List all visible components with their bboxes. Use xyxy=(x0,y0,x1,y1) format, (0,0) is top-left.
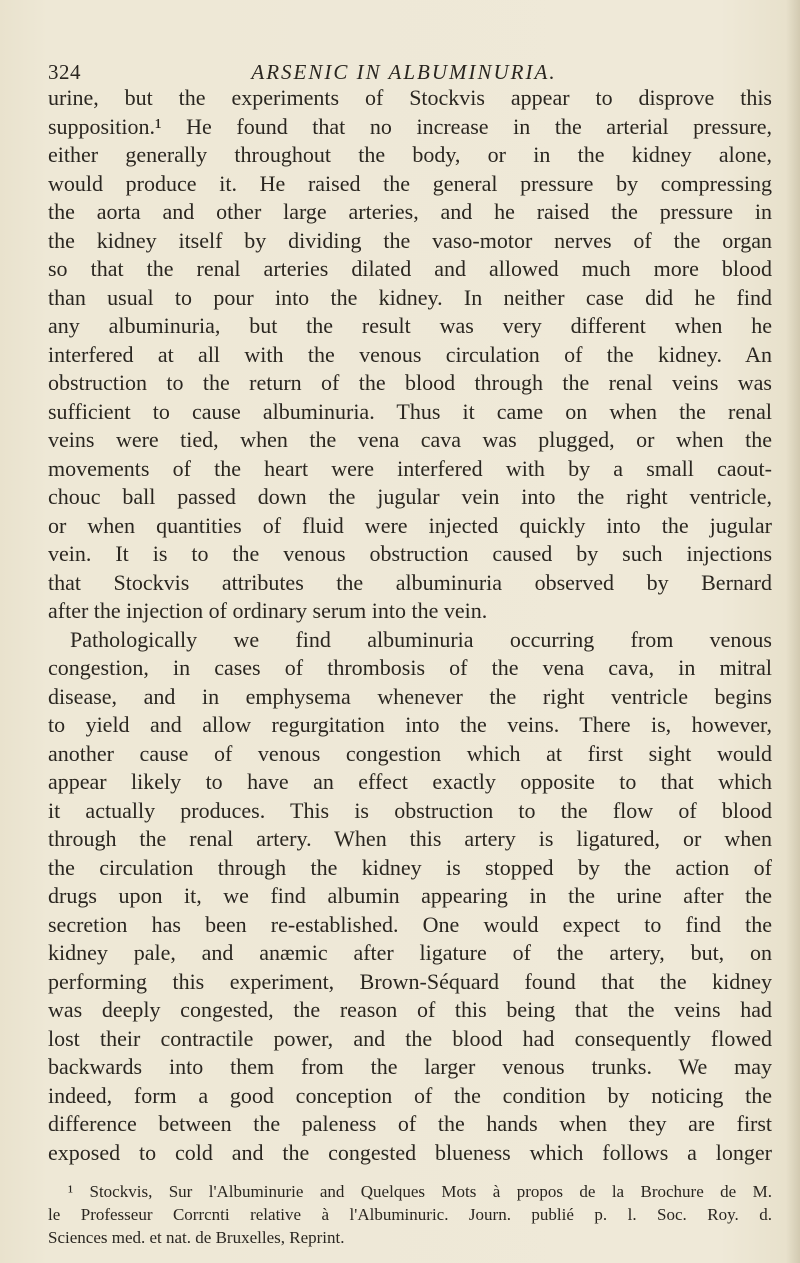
text-line: through the renal artery. When this artery is ligatured, or when xyxy=(48,826,772,851)
text-line: backwards into them from the larger venous trunks. We may xyxy=(48,1054,772,1079)
text-line: than usual to pour into the kidney. In neither case did he find xyxy=(48,284,772,310)
text-line: difference between the paleness of the hands when they are first xyxy=(48,1111,772,1136)
text-line: disease, and in emphysema whenever the right ventricle begins xyxy=(48,683,772,709)
text-line: after the injection of ordinary serum into the vein. xyxy=(48,598,488,623)
text-line: that Stockvis attributes the albuminuria observed by Bernard xyxy=(48,569,772,595)
footnotes xyxy=(48,1180,772,1249)
text-line: either generally throughout the body, or in the kidney alone, xyxy=(48,142,772,167)
text-line: so that the renal arteries dilated and allowed much more blood xyxy=(48,256,772,281)
text-line: secretion has been re-established. One would expect to find the xyxy=(48,911,772,937)
text-line: another cause of venous congestion which at first sight would xyxy=(48,740,772,766)
footnote-line: le Professeur Corrcnti relative à l'Albuminuric. Journ. publié p. l. Soc. Roy. d. xyxy=(48,1205,772,1224)
text-line: any albuminuria, but the result was very different when he xyxy=(48,313,772,338)
text-line: lost their contractile power, and the blood had consequently flowed xyxy=(48,1025,772,1051)
text-line: was deeply congested, the reason of this being that the veins had xyxy=(48,997,772,1022)
text-line: movements of the heart were interfered with by a small caout- xyxy=(48,455,772,481)
text-line: urine, but the experiments of Stockvis appear to disprove this xyxy=(48,85,772,110)
page-number: 324 xyxy=(48,60,81,84)
text-line: vein. It is to the venous obstruction caused by such injections xyxy=(48,541,772,566)
text-line: the aorta and other large arteries, and he raised the pressure in xyxy=(48,199,772,224)
text-line: the kidney itself by dividing the vaso-motor nerves of the organ xyxy=(48,227,772,253)
text-line: veins were tied, when the vena cava was plugged, or when the xyxy=(48,427,772,452)
footnote-line: ¹ Stockvis, Sur l'Albuminurie and Quelques Mots à propos de la Brochure de M. xyxy=(68,1182,772,1201)
text-line: kidney pale, and anæmic after ligature of the artery, but, on xyxy=(48,940,772,965)
text-line: sufficient to cause albuminuria. Thus it came on when the renal xyxy=(48,398,772,424)
text-line: exposed to cold and the congested blueness which follows a longer xyxy=(48,1139,772,1165)
text-line: Pathologically we find albuminuria occurring from venous xyxy=(70,626,772,652)
running-title: ARSENIC IN ALBUMINURIA. xyxy=(251,60,557,84)
page-edge-shadow xyxy=(786,0,800,1263)
body-text xyxy=(48,84,772,1167)
text-line: interfered at all with the venous circulation of the kidney. An xyxy=(48,341,772,367)
footnote-line: Sciences med. et nat. de Bruxelles, Reprint. xyxy=(48,1228,345,1247)
text-line: would produce it. He raised the general pressure by compressing xyxy=(48,170,772,196)
text-line: chouc ball passed down the jugular vein into the right ventricle, xyxy=(48,484,772,509)
text-line: appear likely to have an effect exactly opposite to that which xyxy=(48,769,772,794)
text-line: congestion, in cases of thrombosis of the vena cava, in mitral xyxy=(48,655,772,680)
text-line: supposition.¹ He found that no increase in the arterial pressure, xyxy=(48,113,772,139)
text-line: drugs upon it, we find albumin appearing in the urine after the xyxy=(48,883,772,908)
text-line: the circulation through the kidney is stopped by the action of xyxy=(48,854,772,880)
text-line: performing this experiment, Brown-Séquard found that the kidney xyxy=(48,968,772,994)
text-line: obstruction to the return of the blood through the renal veins was xyxy=(48,370,772,395)
text-line: indeed, form a good conception of the condition by noticing the xyxy=(48,1082,772,1108)
text-line: it actually produces. This is obstruction to the flow of blood xyxy=(48,797,772,823)
text-line: to yield and allow regurgitation into the veins. There is, however, xyxy=(48,712,772,737)
text-line: or when quantities of fluid were injected quickly into the jugular xyxy=(48,512,772,538)
